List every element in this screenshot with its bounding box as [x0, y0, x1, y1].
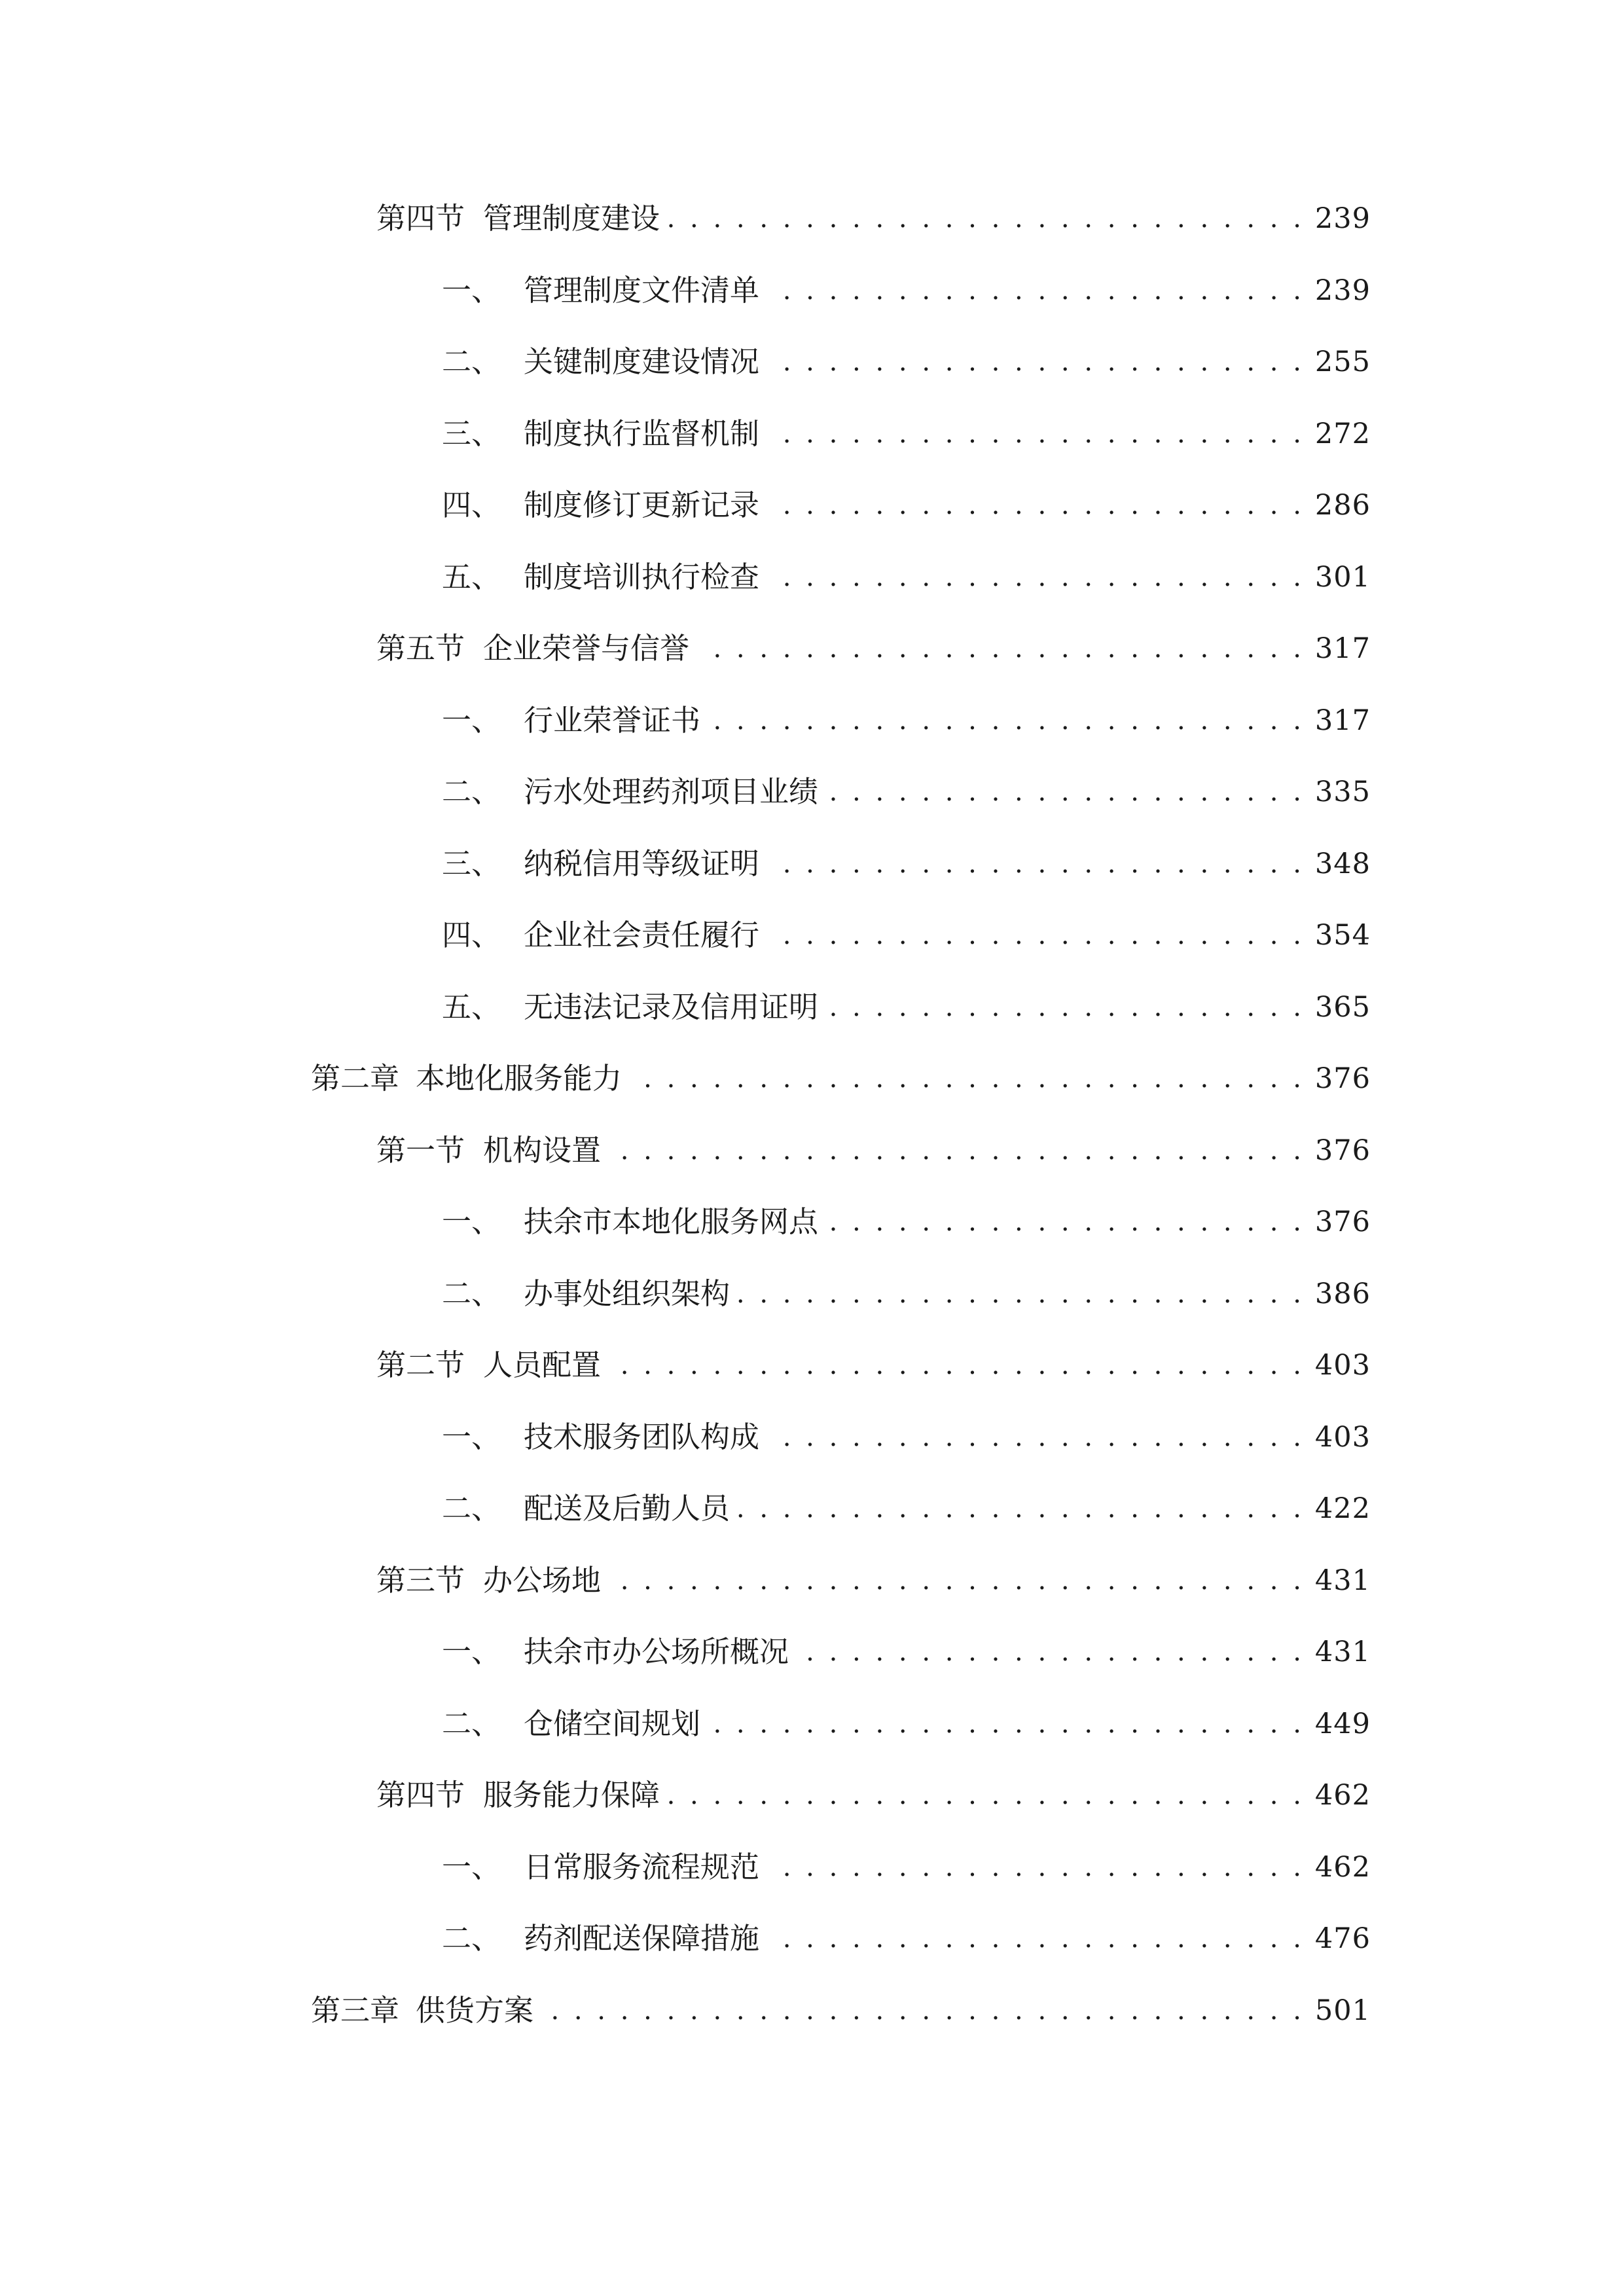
- toc-entry-number: 二、: [442, 774, 501, 809]
- toc-entry: [442, 551, 1371, 603]
- toc-page-number: 462: [1314, 1851, 1371, 1884]
- toc-page-number: 335: [1314, 776, 1371, 808]
- toc-entry: [442, 1912, 1371, 1965]
- toc-entry-title: 办公场地: [483, 1563, 602, 1598]
- toc-entry: [442, 1268, 1371, 1320]
- toc-entry: [442, 981, 1371, 1033]
- toc-entry-number: 第一节: [376, 1133, 465, 1168]
- toc-entry: [442, 479, 1371, 531]
- toc-page-number: 476: [1314, 1922, 1371, 1955]
- toc-entry-number: 第三节: [376, 1563, 465, 1598]
- toc-entry-title: 关键制度建设情况: [524, 344, 760, 379]
- toc-dot-leader: [766, 479, 1305, 531]
- toc-entry-number: 五、: [442, 560, 501, 594]
- toc-dot-leader: [736, 1482, 1305, 1535]
- toc-entry: [376, 1339, 1371, 1391]
- toc-entry: [376, 1769, 1371, 1821]
- toc-entry: [442, 694, 1371, 747]
- toc-dot-leader: [766, 1841, 1305, 1893]
- toc-dot-leader: [607, 1124, 1305, 1177]
- toc-page-number: 301: [1314, 561, 1371, 594]
- toc-entry-number: 第四节: [376, 201, 465, 236]
- toc-entry-number: 第五节: [376, 631, 465, 666]
- toc-entry: [442, 408, 1371, 460]
- toc-entry-number: 四、: [442, 918, 501, 952]
- toc-dot-leader: [666, 192, 1305, 245]
- toc-entry-title: 无违法记录及信用证明: [524, 990, 819, 1024]
- toc-entry-number: 一、: [442, 1850, 501, 1884]
- toc-entry-number: 一、: [442, 1204, 501, 1239]
- toc-entry-title: 管理制度建设: [483, 201, 660, 236]
- toc-page-number: 272: [1314, 418, 1371, 450]
- toc-entry-title: 制度修订更新记录: [524, 488, 760, 522]
- toc-page-number: 403: [1314, 1421, 1371, 1454]
- toc-entry-title: 制度培训执行检查: [524, 560, 760, 594]
- toc-page-number: 431: [1314, 1564, 1371, 1597]
- toc-entry-number: 一、: [442, 703, 501, 738]
- toc-dot-leader: [707, 1698, 1305, 1750]
- toc-entry: [442, 1196, 1371, 1248]
- toc-dot-leader: [766, 838, 1305, 890]
- toc-dot-leader: [825, 1196, 1305, 1248]
- toc-entry-title: 污水处理药剂项目业绩: [524, 774, 819, 809]
- toc-page-number: 462: [1314, 1779, 1371, 1812]
- toc-entry-number: 第二章: [311, 1061, 400, 1096]
- toc-entry-title: 机构设置: [483, 1133, 602, 1168]
- toc-entry: [376, 1124, 1371, 1177]
- toc-dot-leader: [666, 1769, 1305, 1821]
- toc-entry-number: 一、: [442, 1420, 501, 1454]
- toc-entry-title: 制度执行监督机制: [524, 416, 760, 451]
- toc-entry: [311, 1052, 1371, 1105]
- toc-page-number: 376: [1314, 1134, 1371, 1167]
- toc-entry-number: 二、: [442, 1706, 501, 1741]
- toc-dot-leader: [766, 909, 1305, 961]
- toc-entry: [442, 909, 1371, 961]
- toc-page-number: 317: [1314, 704, 1371, 737]
- toc-entry: [442, 1626, 1371, 1678]
- toc-entry-title: 人员配置: [483, 1348, 602, 1382]
- toc-entry: [442, 838, 1371, 890]
- toc-entry-number: 二、: [442, 1491, 501, 1526]
- toc-entry-title: 企业荣誉与信誉: [483, 631, 690, 666]
- toc-page-number: 239: [1314, 274, 1371, 307]
- toc-dot-leader: [607, 1339, 1305, 1391]
- toc-entry-title: 服务能力保障: [483, 1778, 660, 1812]
- toc-page-number: 376: [1314, 1206, 1371, 1238]
- toc-dot-leader: [540, 1984, 1305, 2037]
- toc-entry-title: 办事处组织架构: [524, 1276, 731, 1311]
- toc-entry-title: 纳税信用等级证明: [524, 846, 760, 881]
- toc-entry-number: 第二节: [376, 1348, 465, 1382]
- toc-entry: [376, 192, 1371, 245]
- toc-dot-leader: [736, 1268, 1305, 1320]
- toc-page-number: 255: [1314, 346, 1371, 378]
- toc-entry-number: 一、: [442, 1634, 501, 1669]
- toc-dot-leader: [766, 1411, 1305, 1463]
- toc-dot-leader: [825, 766, 1305, 818]
- toc-entry-title: 企业社会责任履行: [524, 918, 760, 952]
- toc-entry: [442, 264, 1371, 317]
- toc-page-number: 286: [1314, 489, 1371, 522]
- toc-entry: [442, 1482, 1371, 1535]
- toc-page-number: 354: [1314, 919, 1371, 952]
- toc-page-number: 403: [1314, 1349, 1371, 1382]
- toc-entry-title: 药剂配送保障措施: [524, 1921, 760, 1956]
- toc-entry-title: 配送及后勤人员: [524, 1491, 731, 1526]
- toc-entry-number: 二、: [442, 1276, 501, 1311]
- toc-dot-leader: [628, 1052, 1305, 1105]
- toc-entry-title: 技术服务团队构成: [524, 1420, 760, 1454]
- toc-entry: [376, 622, 1371, 675]
- toc-page-number: 239: [1314, 202, 1371, 235]
- toc-entry-number: 二、: [442, 344, 501, 379]
- toc-page-number: 449: [1314, 1708, 1371, 1740]
- toc-page-number: 386: [1314, 1278, 1371, 1310]
- toc-entry: [442, 1698, 1371, 1750]
- toc-dot-leader: [766, 264, 1305, 317]
- toc-entry-number: 二、: [442, 1921, 501, 1956]
- toc-dot-leader: [766, 551, 1305, 603]
- toc-entry-title: 扶余市本地化服务网点: [524, 1204, 819, 1239]
- toc-entry-number: 三、: [442, 416, 501, 451]
- toc-page-number: 431: [1314, 1636, 1371, 1668]
- toc-dot-leader: [766, 408, 1305, 460]
- toc-entry: [376, 1554, 1371, 1607]
- toc-dot-leader: [795, 1626, 1305, 1678]
- toc-entry-title: 扶余市办公场所概况: [524, 1634, 789, 1669]
- toc-entry-title: 本地化服务能力: [416, 1061, 623, 1096]
- toc-dot-leader: [607, 1554, 1305, 1607]
- toc-entry-title: 行业荣誉证书: [524, 703, 701, 738]
- toc-entry-number: 四、: [442, 488, 501, 522]
- toc-entry-number: 第四节: [376, 1778, 465, 1812]
- toc-entry-number: 三、: [442, 846, 501, 881]
- toc-dot-leader: [825, 981, 1305, 1033]
- toc-dot-leader: [707, 694, 1305, 747]
- toc-page-number: 501: [1314, 1994, 1371, 2027]
- toc-dot-leader: [766, 336, 1305, 388]
- toc-page-number: 376: [1314, 1062, 1371, 1095]
- toc-entry-number: 五、: [442, 990, 501, 1024]
- toc-entry-title: 供货方案: [416, 1993, 534, 2028]
- toc-page-number: 422: [1314, 1492, 1371, 1525]
- toc-dot-leader: [696, 622, 1305, 675]
- toc-entry-number: 第三章: [311, 1993, 400, 2028]
- toc-entry: [442, 766, 1371, 818]
- toc-entry-title: 日常服务流程规范: [524, 1850, 760, 1884]
- toc-entry: [442, 1411, 1371, 1463]
- toc-entry: [442, 336, 1371, 388]
- toc-entry: [442, 1841, 1371, 1893]
- toc-page-number: 365: [1314, 991, 1371, 1024]
- toc-entry: [311, 1984, 1371, 2037]
- toc-entry-number: 一、: [442, 273, 501, 308]
- toc-page-number: 348: [1314, 848, 1371, 880]
- toc-dot-leader: [766, 1912, 1305, 1965]
- toc-entry-title: 仓储空间规划: [524, 1706, 701, 1741]
- toc-entry-title: 管理制度文件清单: [524, 273, 760, 308]
- toc-page-number: 317: [1314, 632, 1371, 665]
